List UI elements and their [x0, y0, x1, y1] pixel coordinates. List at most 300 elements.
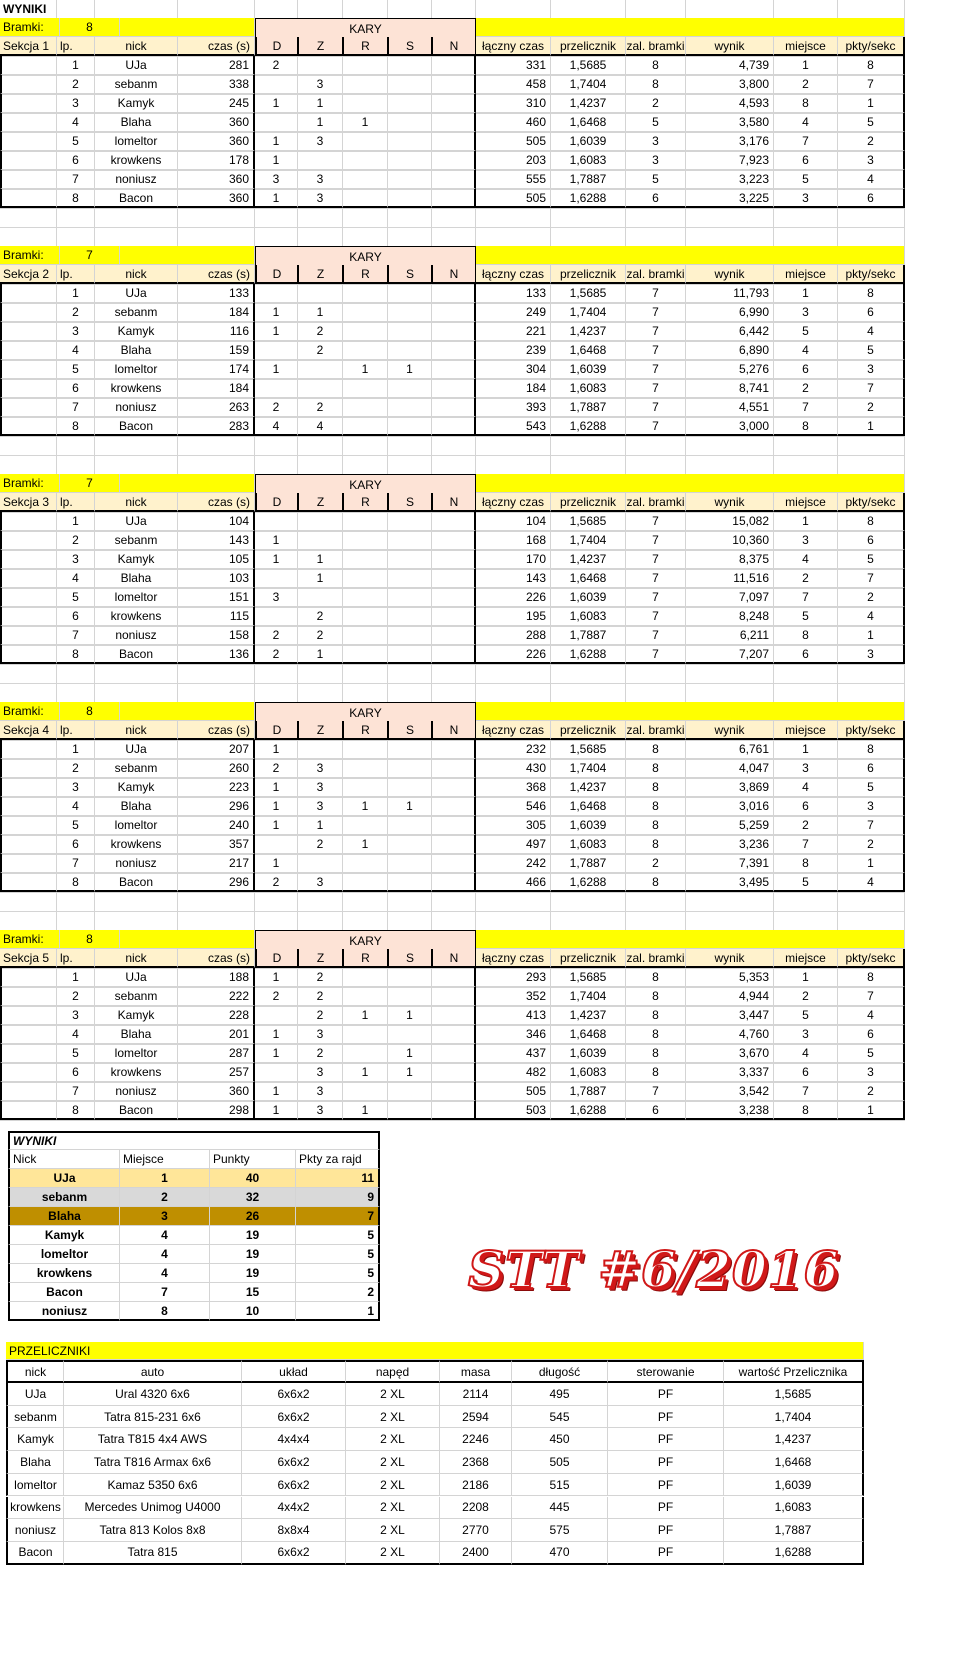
table-cell: 2: [255, 759, 298, 778]
bramki-count: 7: [60, 474, 120, 493]
table-cell: [388, 588, 432, 607]
table-row-spacer: [0, 189, 57, 208]
grid-cell: [626, 893, 686, 912]
table-cell: 3: [57, 1006, 95, 1025]
table-cell: noniusz: [95, 170, 178, 189]
table-cell: [432, 303, 476, 322]
table-cell: 159: [178, 341, 255, 360]
table-cell: [388, 56, 432, 75]
table-cell: 1,7887: [551, 1082, 626, 1101]
grid-cell: [178, 228, 255, 247]
table-row-spacer: [0, 1082, 57, 1101]
table-cell: lomeltor: [95, 588, 178, 607]
przeliczniki-cell: 450: [512, 1428, 608, 1451]
table-cell: [432, 379, 476, 398]
table-cell: krowkens: [95, 151, 178, 170]
grid-cell: [626, 456, 686, 475]
table-cell: 5: [838, 341, 905, 360]
table-cell: 4: [774, 113, 838, 132]
table-cell: 6,990: [686, 303, 774, 322]
table-cell: [432, 740, 476, 759]
table-cell: 10,360: [686, 531, 774, 550]
table-cell: [388, 1101, 432, 1120]
bramki-row-right: [476, 702, 905, 721]
przeliczniki-header: nick: [6, 1360, 64, 1383]
grid-cell: [838, 0, 905, 19]
table-cell: 1: [255, 151, 298, 170]
grid-cell: [388, 456, 432, 475]
table-cell: 1: [255, 1082, 298, 1101]
table-cell: 8: [838, 968, 905, 987]
przeliczniki-cell: 2186: [440, 1474, 512, 1497]
table-cell: 8: [57, 1101, 95, 1120]
column-header-n: N: [432, 721, 476, 740]
table-cell: 226: [476, 588, 551, 607]
table-cell: 232: [476, 740, 551, 759]
table-cell: 2: [838, 835, 905, 854]
przeliczniki-cell: Kamyk: [6, 1428, 64, 1451]
column-header-przelicznik: przelicznik: [551, 493, 626, 512]
table-cell: 4,739: [686, 56, 774, 75]
table-cell: 1,7887: [551, 398, 626, 417]
table-cell: 184: [178, 303, 255, 322]
table-cell: 7: [626, 341, 686, 360]
table-cell: 1: [255, 1025, 298, 1044]
table-cell: 505: [476, 132, 551, 151]
table-cell: 7: [626, 398, 686, 417]
table-cell: 178: [178, 151, 255, 170]
column-header-lp-: lp.: [57, 265, 95, 284]
table-cell: 1,7404: [551, 759, 626, 778]
grid-cell: [343, 456, 388, 475]
table-cell: [343, 626, 388, 645]
grid-cell: [838, 228, 905, 247]
table-cell: 7: [626, 512, 686, 531]
table-cell: 4: [838, 1006, 905, 1025]
table-cell: [432, 1044, 476, 1063]
table-cell: 1,7404: [551, 531, 626, 550]
grid-cell: [298, 665, 343, 684]
table-cell: 1,7404: [551, 987, 626, 1006]
column-header-s: S: [388, 721, 432, 740]
grid-cell: [95, 437, 178, 456]
table-row-spacer: [0, 816, 57, 835]
table-cell: 555: [476, 170, 551, 189]
table-cell: Bacon: [95, 189, 178, 208]
table-cell: 505: [476, 189, 551, 208]
table-cell: 7: [57, 626, 95, 645]
przeliczniki-title: PRZELICZNIKI: [6, 1342, 864, 1360]
table-row-spacer: [0, 360, 57, 379]
table-cell: 115: [178, 607, 255, 626]
table-cell: 3,238: [686, 1101, 774, 1120]
table-cell: 1: [255, 189, 298, 208]
summary-cell: 19: [210, 1226, 296, 1245]
grid-cell: [298, 912, 343, 931]
table-cell: [255, 607, 298, 626]
table-row-spacer: [0, 531, 57, 550]
table-cell: 4: [57, 341, 95, 360]
table-cell: 2: [298, 835, 343, 854]
przeliczniki-cell: 2 XL: [346, 1451, 440, 1474]
summary-cell: lomeltor: [8, 1245, 120, 1264]
column-header--czny-czas: łączny czas: [476, 721, 551, 740]
summary-cell: krowkens: [8, 1264, 120, 1283]
table-cell: 1,7887: [551, 170, 626, 189]
table-cell: 6: [57, 1063, 95, 1082]
table-cell: 505: [476, 1082, 551, 1101]
table-cell: 201: [178, 1025, 255, 1044]
table-cell: 1,7887: [551, 626, 626, 645]
table-cell: 4: [774, 341, 838, 360]
grid-cell: [551, 684, 626, 703]
section-name: Sekcja 2: [0, 265, 57, 284]
table-cell: 6: [838, 1025, 905, 1044]
table-cell: 1: [388, 1044, 432, 1063]
table-row-spacer: [0, 170, 57, 189]
table-row-spacer: [0, 284, 57, 303]
przeliczniki-cell: 2 XL: [346, 1428, 440, 1451]
table-cell: krowkens: [95, 379, 178, 398]
column-header-r: R: [343, 37, 388, 56]
summary-cell: 19: [210, 1264, 296, 1283]
przeliczniki-cell: lomeltor: [6, 1474, 64, 1497]
summary-cell: 7: [120, 1283, 210, 1302]
table-cell: 8: [626, 835, 686, 854]
table-cell: 6: [838, 759, 905, 778]
column-header-zal-bramki: zal. bramki: [626, 949, 686, 968]
table-cell: 6: [57, 151, 95, 170]
table-cell: 3: [838, 645, 905, 664]
table-cell: 1,4237: [551, 550, 626, 569]
table-cell: 3: [774, 1025, 838, 1044]
table-cell: 1,5685: [551, 740, 626, 759]
table-row-spacer: [0, 835, 57, 854]
table-cell: 3,225: [686, 189, 774, 208]
grid-cell: [838, 893, 905, 912]
column-header-miejsce: miejsce: [774, 265, 838, 284]
table-cell: 1,6288: [551, 645, 626, 664]
table-cell: 7: [57, 170, 95, 189]
table-cell: [388, 151, 432, 170]
table-cell: [432, 816, 476, 835]
table-cell: Kamyk: [95, 1006, 178, 1025]
summary-cell: 5: [296, 1245, 380, 1264]
table-cell: 7,207: [686, 645, 774, 664]
przeliczniki-cell: Bacon: [6, 1542, 64, 1565]
table-cell: 2: [774, 569, 838, 588]
przeliczniki-cell: Tatra T815 4x4 AWS: [64, 1428, 242, 1451]
grid-cell: [255, 228, 298, 247]
table-cell: [343, 94, 388, 113]
grid-cell: [774, 684, 838, 703]
grid-cell: [57, 893, 95, 912]
table-cell: [255, 284, 298, 303]
table-cell: 2: [255, 645, 298, 664]
table-cell: 7: [774, 398, 838, 417]
column-header-czas-s-: czas (s): [178, 493, 255, 512]
table-cell: 482: [476, 1063, 551, 1082]
table-cell: 5: [774, 322, 838, 341]
table-cell: [432, 1025, 476, 1044]
column-header-n: N: [432, 493, 476, 512]
table-cell: UJa: [95, 284, 178, 303]
grid-cell: [95, 0, 178, 19]
table-cell: Blaha: [95, 113, 178, 132]
table-cell: [388, 607, 432, 626]
grid-cell: [388, 209, 432, 228]
przeliczniki-cell: 2368: [440, 1451, 512, 1474]
table-cell: 7: [626, 360, 686, 379]
table-cell: [343, 816, 388, 835]
table-cell: 1,6468: [551, 1025, 626, 1044]
summary-cell: 2: [296, 1283, 380, 1302]
table-row-spacer: [0, 417, 57, 436]
grid-cell: [95, 665, 178, 684]
table-cell: 7: [626, 322, 686, 341]
table-row-spacer: [0, 1006, 57, 1025]
summary-cell: 8: [120, 1302, 210, 1321]
table-cell: 103: [178, 569, 255, 588]
table-cell: [343, 151, 388, 170]
table-row-spacer: [0, 987, 57, 1006]
przeliczniki-cell: 2770: [440, 1519, 512, 1542]
summary-header: Punkty: [210, 1150, 296, 1169]
grid-cell: [432, 912, 476, 931]
table-cell: 2: [57, 303, 95, 322]
table-cell: 7: [774, 835, 838, 854]
table-cell: [343, 75, 388, 94]
przeliczniki-header: napęd: [346, 1360, 440, 1383]
table-cell: 217: [178, 854, 255, 873]
table-cell: [343, 550, 388, 569]
table-cell: 1: [255, 94, 298, 113]
przeliczniki-cell: 2 XL: [346, 1542, 440, 1565]
grid-cell: [57, 228, 95, 247]
table-cell: 2: [838, 132, 905, 151]
kary-header: KARY: [255, 930, 476, 968]
table-cell: 296: [178, 797, 255, 816]
table-cell: 430: [476, 759, 551, 778]
column-header-miejsce: miejsce: [774, 721, 838, 740]
table-cell: [255, 1006, 298, 1025]
table-cell: [388, 740, 432, 759]
przeliczniki-cell: PF: [608, 1497, 724, 1520]
column-header-nick: nick: [95, 37, 178, 56]
grid-cell: [255, 893, 298, 912]
przeliczniki-header: wartość Przelicznika: [724, 1360, 864, 1383]
grid-cell: [255, 665, 298, 684]
table-cell: 8: [626, 987, 686, 1006]
grid-cell: [626, 209, 686, 228]
column-header-s: S: [388, 493, 432, 512]
table-cell: 6: [57, 835, 95, 854]
przeliczniki-cell: Blaha: [6, 1451, 64, 1474]
column-header-n: N: [432, 37, 476, 56]
table-row-spacer: [0, 322, 57, 341]
summary-cell: 19: [210, 1245, 296, 1264]
table-cell: 7: [626, 379, 686, 398]
table-cell: 1: [255, 740, 298, 759]
table-cell: [298, 740, 343, 759]
table-cell: 6: [774, 645, 838, 664]
table-row-spacer: [0, 607, 57, 626]
table-cell: 151: [178, 588, 255, 607]
grid-cell: [626, 665, 686, 684]
table-cell: 1: [388, 797, 432, 816]
table-cell: 3,000: [686, 417, 774, 436]
table-cell: 1: [838, 626, 905, 645]
przeliczniki-cell: 6x6x2: [242, 1406, 346, 1429]
column-header-s: S: [388, 949, 432, 968]
przeliczniki-header: długość: [512, 1360, 608, 1383]
table-cell: 1,6039: [551, 1044, 626, 1063]
table-cell: [432, 835, 476, 854]
table-cell: 4,551: [686, 398, 774, 417]
table-cell: [388, 132, 432, 151]
table-cell: [388, 873, 432, 892]
summary-cell: Bacon: [8, 1283, 120, 1302]
table-cell: 1: [255, 322, 298, 341]
table-cell: 3: [298, 132, 343, 151]
table-cell: 3: [838, 151, 905, 170]
column-header-czas-s-: czas (s): [178, 949, 255, 968]
table-cell: 143: [178, 531, 255, 550]
table-cell: 3: [774, 303, 838, 322]
grid-cell: [57, 665, 95, 684]
table-cell: 1: [255, 854, 298, 873]
table-cell: 368: [476, 778, 551, 797]
table-row-spacer: [0, 968, 57, 987]
table-cell: 3,337: [686, 1063, 774, 1082]
bramki-label: Bramki:: [0, 474, 60, 493]
grid-cell: [432, 0, 476, 19]
table-cell: 7: [626, 417, 686, 436]
table-cell: [388, 398, 432, 417]
grid-cell: [57, 209, 95, 228]
column-header-lp-: lp.: [57, 721, 95, 740]
table-cell: 1,7404: [551, 75, 626, 94]
table-cell: 1: [298, 303, 343, 322]
table-cell: 2: [57, 75, 95, 94]
table-cell: [343, 170, 388, 189]
table-cell: 7,923: [686, 151, 774, 170]
table-cell: [388, 569, 432, 588]
column-header-d: D: [255, 37, 298, 56]
table-cell: 7: [838, 569, 905, 588]
table-cell: 1,5685: [551, 968, 626, 987]
column-header-r: R: [343, 721, 388, 740]
summary-cell: sebanm: [8, 1188, 120, 1207]
przeliczniki-cell: 2208: [440, 1497, 512, 1520]
table-cell: 1: [298, 569, 343, 588]
summary-cell: 4: [120, 1264, 210, 1283]
przeliczniki-header: auto: [64, 1360, 242, 1383]
table-cell: 3: [298, 75, 343, 94]
table-row-spacer: [0, 778, 57, 797]
column-header--czny-czas: łączny czas: [476, 493, 551, 512]
summary-cell: Blaha: [8, 1207, 120, 1226]
table-cell: 3: [626, 132, 686, 151]
table-cell: 1: [255, 797, 298, 816]
summary-cell: 7: [296, 1207, 380, 1226]
przeliczniki-cell: sebanm: [6, 1406, 64, 1429]
przeliczniki-cell: 2594: [440, 1406, 512, 1429]
table-cell: 5: [774, 607, 838, 626]
table-cell: 3: [57, 778, 95, 797]
column-header--czny-czas: łączny czas: [476, 265, 551, 284]
table-cell: 1: [255, 550, 298, 569]
table-cell: 8: [626, 968, 686, 987]
table-cell: 1,6468: [551, 797, 626, 816]
przeliczniki-cell: 1,6039: [724, 1474, 864, 1497]
table-cell: 5: [838, 778, 905, 797]
grid-cell: [178, 209, 255, 228]
grid-cell: [626, 437, 686, 456]
table-cell: [388, 170, 432, 189]
grid-cell: [686, 437, 774, 456]
table-cell: UJa: [95, 740, 178, 759]
table-cell: 1,6468: [551, 341, 626, 360]
table-cell: [298, 56, 343, 75]
table-cell: 3,236: [686, 835, 774, 854]
column-header-wynik: wynik: [686, 493, 774, 512]
table-cell: [343, 854, 388, 873]
table-cell: 3: [298, 1025, 343, 1044]
table-cell: [432, 341, 476, 360]
table-cell: noniusz: [95, 854, 178, 873]
table-cell: 8: [626, 75, 686, 94]
bramki-label: Bramki:: [0, 702, 60, 721]
table-cell: sebanm: [95, 531, 178, 550]
table-cell: [343, 303, 388, 322]
table-cell: 4: [298, 417, 343, 436]
table-cell: 4: [838, 170, 905, 189]
table-cell: 1: [298, 645, 343, 664]
grid-cell: [0, 437, 57, 456]
summary-cell: Kamyk: [8, 1226, 120, 1245]
table-cell: 8: [838, 740, 905, 759]
grid-cell: [298, 228, 343, 247]
grid-cell: [388, 437, 432, 456]
table-cell: Kamyk: [95, 550, 178, 569]
przeliczniki-cell: 445: [512, 1497, 608, 1520]
grid-cell: [774, 912, 838, 931]
table-cell: 338: [178, 75, 255, 94]
table-cell: [432, 284, 476, 303]
table-cell: 8: [838, 56, 905, 75]
table-cell: 4: [838, 322, 905, 341]
table-cell: 281: [178, 56, 255, 75]
table-cell: 1: [298, 94, 343, 113]
column-header-wynik: wynik: [686, 265, 774, 284]
column-header-zal-bramki: zal. bramki: [626, 493, 686, 512]
column-header-pkty-sekc: pkty/sekc: [838, 493, 905, 512]
table-cell: 4,593: [686, 94, 774, 113]
table-cell: 228: [178, 1006, 255, 1025]
kary-header: KARY: [255, 474, 476, 512]
grid-cell: [388, 893, 432, 912]
column-header-nick: nick: [95, 949, 178, 968]
przeliczniki-cell: 2114: [440, 1383, 512, 1406]
table-cell: 116: [178, 322, 255, 341]
przeliczniki-cell: 1,5685: [724, 1383, 864, 1406]
table-cell: 1: [838, 1101, 905, 1120]
table-cell: 1: [57, 968, 95, 987]
przeliczniki-cell: 1,7887: [724, 1519, 864, 1542]
column-header-d: D: [255, 721, 298, 740]
table-cell: 2: [774, 816, 838, 835]
